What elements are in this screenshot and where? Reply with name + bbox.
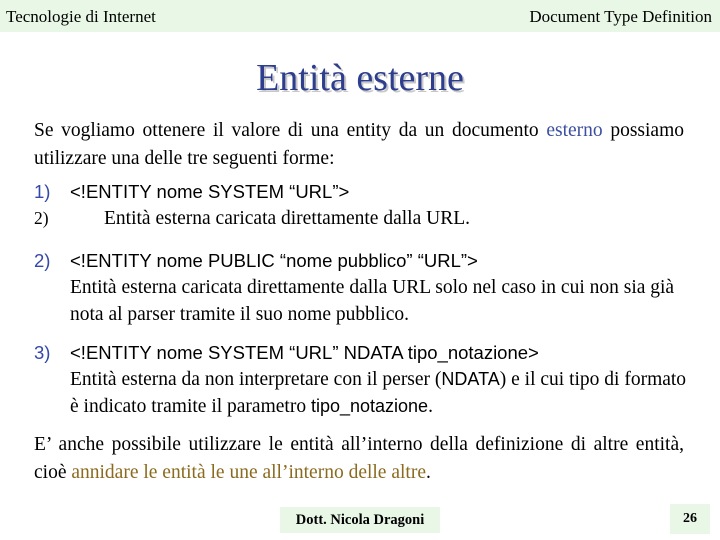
intro-paragraph <box>34 117 684 173</box>
footer-author: Dott. Nicola Dragoni <box>280 507 440 533</box>
item-description <box>70 366 690 420</box>
item-syntax: <!ENTITY nome SYSTEM “URL”> <box>70 181 350 202</box>
item-number: 1) <box>34 181 51 202</box>
desc-part-c: . <box>428 396 433 417</box>
section-title: Document Type Definition <box>529 7 712 26</box>
item-description: Entità esterna caricata direttamente dalla URL. <box>104 208 470 229</box>
desc-code-notation: tipo_notazione <box>310 396 429 416</box>
item-number: 2) <box>34 250 51 271</box>
page-number: 26 <box>670 504 710 534</box>
list-item-2 <box>34 250 694 325</box>
item-syntax: <!ENTITY nome PUBLIC “nome pubblico” “URL”> <box>70 250 478 271</box>
desc-code-ndata: NDATA <box>441 369 500 389</box>
list-item-1 <box>34 181 694 203</box>
list-item-3 <box>34 342 694 417</box>
intro-text-before: Se vogliamo ottenere il valore di una entity da un documento <box>34 120 547 141</box>
desc-part-b: ) e il cui tipo di formato è indicato tramite il parametro <box>70 369 687 417</box>
list-item-1-description <box>34 208 470 230</box>
intro-highlight: esterno <box>546 120 603 141</box>
desc-part-a: Entità esterna da non interpretare con il perser ( <box>70 369 442 390</box>
item-syntax: <!ENTITY nome SYSTEM “URL” NDATA tipo_notazione> <box>70 342 539 363</box>
item-number: 3) <box>34 342 51 363</box>
outro-highlight: annidare le entità le une all’interno delle altre <box>71 462 426 483</box>
item-sub-number: 2) <box>34 208 49 228</box>
outro-paragraph <box>34 431 684 487</box>
outro-text-before: E’ anche possibile utilizzare le entità all’interno della definizione di altre entità, cioè <box>34 434 684 483</box>
intro-text-after: possiamo utilizzare una delle tre seguenti forme: <box>34 120 684 169</box>
course-title: Tecnologie di Internet <box>6 7 156 26</box>
outro-text-after: . <box>425 462 431 483</box>
item-description: Entità esterna caricata direttamente dalla URL solo nel caso in cui non sia già nota al parser tramite il suo nome pubblico. <box>70 277 675 325</box>
slide-title: Entità esterne <box>256 57 464 99</box>
header-bar <box>0 0 720 32</box>
